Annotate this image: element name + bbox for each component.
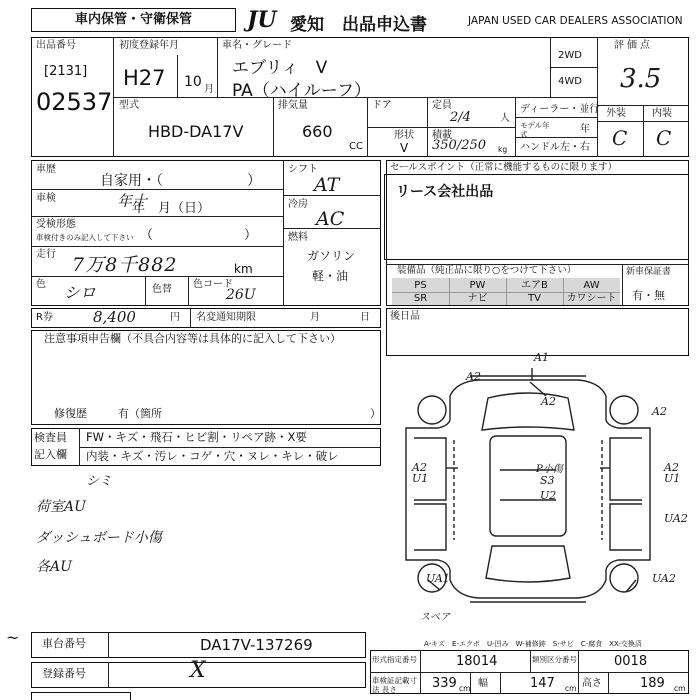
load-value: 350/250 — [432, 138, 487, 153]
after-label: 後日品 — [390, 311, 420, 322]
score-label: 評価点 — [614, 40, 653, 51]
type-cert-value: 18014 — [456, 654, 498, 669]
first-reg-month: 10 — [184, 74, 202, 90]
year-unit: 年 — [580, 124, 590, 135]
drive-4wd: 4WD — [558, 76, 582, 87]
note-shimi: シミ — [86, 474, 113, 489]
diagram-mark-a2-right: A2 — [652, 405, 667, 418]
nc-day: 日 — [360, 312, 370, 323]
yen-unit: 円 — [170, 312, 180, 323]
first-reg-label: 初度登録年月 — [119, 40, 179, 51]
category-label: 類別区分番号 — [532, 655, 577, 664]
inspection-hand: 年十 — [117, 192, 148, 210]
lot-label: 出品番号 — [36, 40, 76, 51]
equip-leather: カワシート — [566, 293, 617, 304]
equip-airbag: エアB — [521, 280, 548, 291]
nc-month: 月 — [310, 312, 320, 323]
type-label: 受検形態 — [36, 219, 76, 230]
lot-sub: [2131] — [44, 64, 88, 79]
capacity-label: 定員 — [432, 100, 452, 111]
carname-label: 車名・グレード — [222, 40, 292, 51]
recycle-value: 8,400 — [93, 308, 136, 326]
name-change-label: 名変通知期限 — [196, 312, 256, 323]
month-unit: 月 — [204, 84, 214, 95]
model-label: 型式 — [119, 100, 139, 111]
association-name: JAPAN USED CAR DEALERS ASSOCIATION — [468, 15, 683, 27]
diagram-mark-u2: U2 — [540, 489, 557, 502]
cc-unit: CC — [349, 141, 363, 152]
equip-navi: ナビ — [467, 293, 488, 304]
mileage-unit: km — [234, 262, 253, 276]
notice-label: 注意事項申告欄（不具合内容等は具体的に記入して下さい） — [44, 332, 341, 345]
diagram-mark-a2-top-left: A2 — [466, 370, 481, 383]
fuel-diesel: 軽・油 — [312, 269, 349, 283]
exterior-label: 外装 — [606, 108, 626, 119]
repair-close: ） — [370, 407, 381, 420]
equip-sr: SR — [413, 293, 428, 304]
chassis-value: DA17V-137269 — [200, 636, 313, 654]
lot-number: 02537 — [36, 88, 113, 116]
diagram-mark-spare: スペア — [420, 612, 450, 623]
plate-label: 登録番号 — [42, 667, 86, 680]
model-year-label: モデル年式 — [520, 121, 550, 139]
new-warranty-value: 有・無 — [632, 289, 665, 302]
plate-value: X — [190, 658, 206, 683]
repair-value: 有（箇所 — [118, 407, 162, 420]
diagram-mark-p-scratch: P小傷 — [536, 464, 563, 475]
sales-point-value: リース会社出品 — [396, 184, 494, 200]
interior-label: 内装 — [652, 108, 672, 119]
capacity-unit: 人 — [500, 113, 510, 124]
shape-value: V — [400, 141, 409, 155]
storage-label: 車内保管・守衛保管 — [31, 8, 236, 32]
diagram-legend: A-キズ E-エクボ U-凹み W-補修跡 S-サビ C-腐食 XX-交換済 — [424, 640, 642, 648]
shape-label: 形状 — [394, 130, 414, 141]
ju-logo: JU — [247, 7, 277, 33]
note-dash: ダッシュボード小傷 — [36, 530, 162, 546]
inspector-label-2: 記入欄 — [34, 448, 67, 461]
drive-2wd: 2WD — [558, 50, 582, 61]
car-name: エブリィ V — [232, 58, 328, 78]
inspector-row1: FW・キズ・飛石・ヒビ割・リペア跡・X要 — [86, 430, 307, 444]
exterior-value: C — [612, 126, 628, 150]
cm-unit-2: cm — [565, 684, 577, 693]
new-warranty-label: 新車保証書 — [626, 267, 672, 277]
inspector-label-1: 検査員 — [34, 431, 67, 444]
mileage-label: 走行 — [36, 249, 56, 260]
aichi-label: 愛知 — [290, 15, 324, 35]
diagram-mark-a2-top-right: A2 — [541, 395, 556, 408]
diagram-mark-ua1: UA1 — [426, 572, 450, 585]
capacity-value: 2/4 — [450, 110, 471, 125]
kg-unit: kg — [498, 145, 508, 154]
height-value: 189 — [640, 676, 665, 691]
diagram-mark-a1: A1 — [534, 351, 549, 364]
width-label: 幅 — [478, 678, 488, 689]
handle-label: ハンドル — [520, 142, 560, 153]
shift-value: AT — [314, 174, 340, 196]
ac-label: 冷房 — [288, 199, 308, 210]
equipment-label: 装備品（純正品に限り○をつけて下さい） — [397, 265, 577, 276]
first-reg-year: H27 — [123, 66, 166, 90]
type-cert-label: 形式指定番号 — [372, 655, 417, 664]
displacement-label: 排気量 — [278, 100, 308, 111]
score-value: 3.5 — [620, 64, 662, 94]
color-value: シロ — [64, 283, 97, 302]
cm-unit-1: cm — [459, 684, 471, 693]
sales-point-label: セールスポイント（正常に機能するものに限ります） — [390, 162, 618, 173]
dealer-label: ディーラー・並行 — [520, 104, 600, 115]
car-grade: PA（ハイルーフ） — [232, 81, 371, 101]
inspection-value: 年 月（日） — [132, 201, 211, 216]
diagram-mark-s3: S3 — [540, 474, 555, 487]
model-value: HBD-DA17V — [148, 122, 244, 141]
equip-tv: TV — [528, 293, 541, 304]
category-value: 0018 — [614, 654, 648, 669]
height-label: 高さ — [582, 678, 602, 689]
door-label: ドア — [372, 100, 392, 111]
cm-unit-3: cm — [674, 684, 686, 693]
color-change-label: 色替 — [152, 284, 172, 295]
fuel-gasoline: ガソリン — [307, 249, 356, 263]
diagram-mark-ua2-bottom: UA2 — [652, 572, 676, 585]
color-label: 色 — [36, 279, 46, 290]
color-code-value: 26U — [226, 287, 256, 303]
shift-label: シフト — [288, 164, 318, 175]
diagram-mark-ua2-right: UA2 — [664, 512, 688, 525]
type-value: （ ） — [140, 228, 258, 243]
mileage-value: 7万8千882 — [72, 254, 178, 276]
equip-aw: AW — [583, 280, 600, 291]
footer-tilde: ~ — [6, 628, 20, 647]
history-label: 車歴 — [36, 164, 56, 175]
diagram-mark-right-side: A2 U1 — [664, 461, 681, 485]
note-cargo: 荷室AU — [36, 499, 86, 515]
type-note: 車検付きのみ記入して下さい — [36, 233, 134, 242]
form-title: 出品申込書 — [342, 15, 427, 35]
history-value: 自家用・（ ） — [100, 173, 261, 189]
load-label: 積載 — [432, 130, 452, 141]
equip-ps: PS — [414, 280, 427, 291]
fuel-label: 燃料 — [288, 232, 308, 243]
displacement-value: 660 — [302, 122, 333, 141]
length-label: 車検証記載寸法 長さ — [372, 676, 417, 694]
repair-label: 修復歴 — [54, 407, 87, 420]
note-each: 各AU — [36, 559, 72, 575]
inspection-label: 車検 — [36, 193, 56, 204]
length-value: 339 — [432, 676, 457, 691]
diagram-mark-left-side: A2 U1 — [412, 461, 429, 485]
recycle-label: R券 — [36, 312, 53, 323]
equip-pw: PW — [469, 280, 486, 291]
width-value: 147 — [530, 676, 555, 691]
ac-value: AC — [316, 208, 345, 230]
interior-value: C — [656, 126, 672, 150]
handle-value: 左・右 — [560, 142, 590, 153]
inspector-row2: 内装・キズ・汚レ・コゲ・穴・ヌレ・キレ・破レ — [86, 449, 339, 463]
chassis-label: 車台番号 — [42, 637, 86, 650]
color-code-label: 色コード — [193, 279, 233, 290]
